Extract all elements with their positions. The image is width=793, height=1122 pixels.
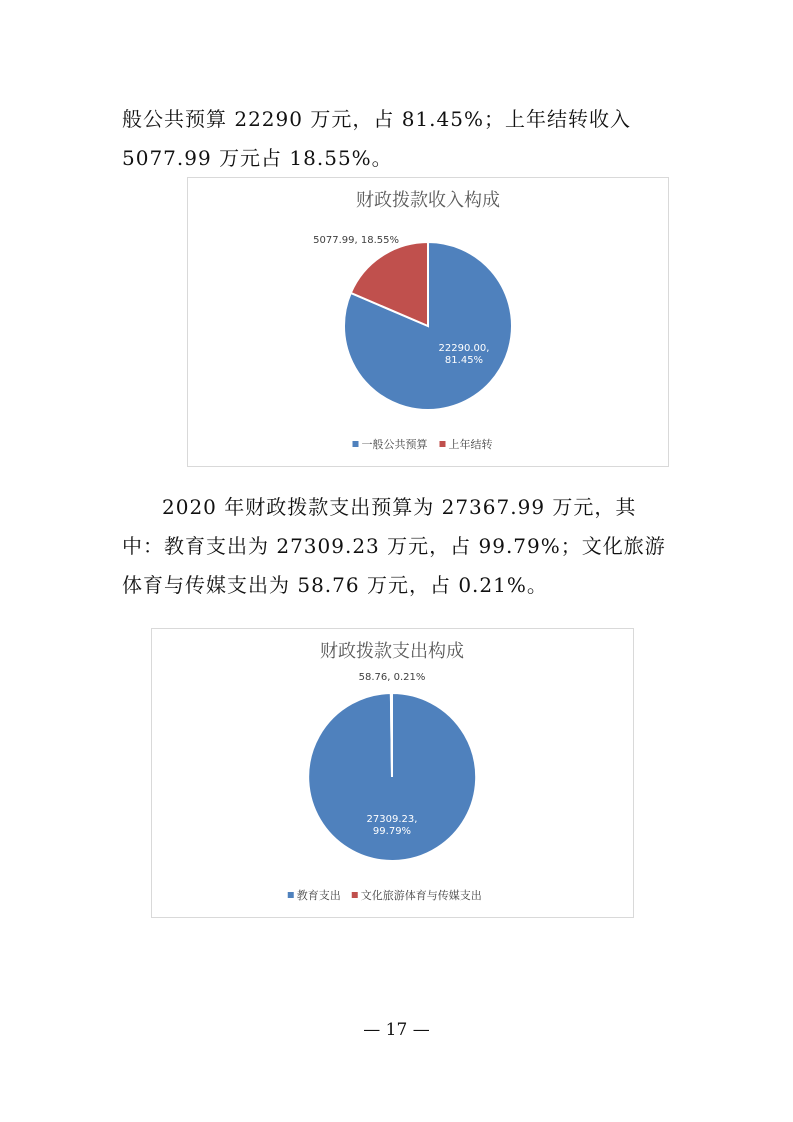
- legend-swatch: [353, 441, 359, 447]
- chart-title: 财政拨款支出构成: [320, 641, 464, 662]
- body-paragraph-2: 2020 年财政拨款支出预算为 27367.99 万元，其中：教育支出为 27309.23 万元，占 99.79%；文化旅游体育与传媒支出为 58.76 万元，占 0.21%。: [122, 495, 666, 597]
- legend-label: 教育支出: [296, 889, 341, 902]
- expense-pie-chart: [152, 629, 633, 917]
- income-chart: [187, 177, 669, 467]
- slice-data-label: 5077.99, 18.55%: [313, 235, 399, 246]
- expense-chart: [151, 628, 634, 918]
- slice-data-label: 58.76, 0.21%: [358, 672, 426, 683]
- slice-data-label: 22290.00, 81.45%: [438, 343, 490, 366]
- legend-swatch: [288, 892, 294, 898]
- legend-swatch: [440, 441, 446, 447]
- legend-label: 文化旅游体育与传媒支出: [360, 889, 482, 902]
- chart-title: 财政拨款收入构成: [356, 190, 500, 211]
- body-paragraph-1: 般公共预算 22290 万元，占 81.45%；上年结转收入 5077.99 万元占 18.55%。: [122, 107, 631, 170]
- legend-swatch: [352, 892, 358, 898]
- slice-data-label: 27309.23, 99.79%: [366, 814, 418, 837]
- legend-label: 上年结转: [448, 438, 493, 451]
- page-number: — 17 —: [363, 1020, 430, 1040]
- pie-slice-2: [391, 693, 392, 777]
- income-pie-chart: [188, 178, 668, 466]
- legend-label: 一般公共预算: [361, 438, 428, 451]
